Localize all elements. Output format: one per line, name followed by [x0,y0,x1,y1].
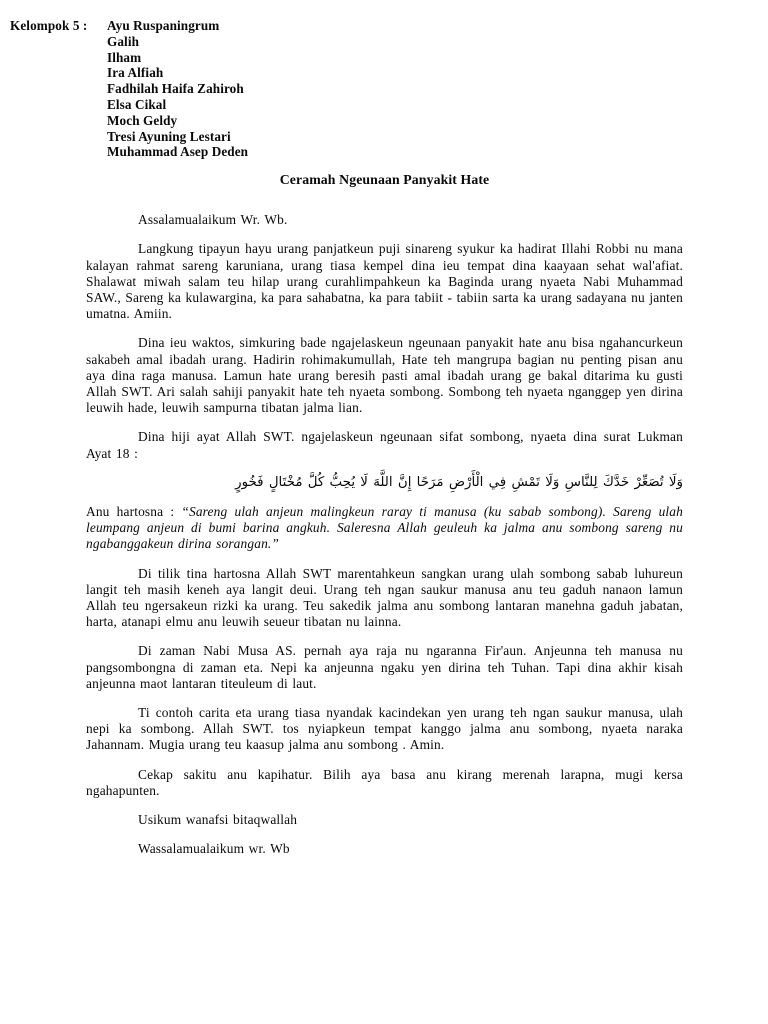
member-list [107,18,248,160]
greeting-line: Assalamualaikum Wr. Wb. [138,212,288,228]
group-header [0,0,768,160]
paragraph-conclusion: Ti contoh carita eta urang tiasa nyandak kacindekan yen urang teh ngan saukur manusa, ulah nepi ka sombong. Allah SWT. tos nyiapkeun tempat kanggo jalma anu sombong, nyaeta naraka Jahannam. Mugia urang teu kaasup jalma anu sombong . Amin. [86,705,683,753]
member-name: Tresi Ayuning Lestari [107,128,231,144]
paragraph-opening: Langkung tipayun hayu urang panjatkeun puji sinareng syukur ka hadirat Illahi Robbi nu mana kalayan rahmat sareng karuniana, urang tiasa kempel dina ieu tempat dina kaayaan sehat wal'afiat. Shalawat miwah salam teu hilap urang curahlimpahkeun ka Baginda urang nyaeta Nabi Muhammad SAW., Sareng ka kulawargina, ka para sahabatna, ka para tabiit - tabiin sarta ka urang sadayana nu janten umatna. Amiin. [86,241,683,322]
arabic-verse: وَلَا تُصَعِّرْ خَدَّكَ لِلنَّاسِ وَلَا تَمْشِ فِي الْأَرْضِ مَرَحًا إِنَّ اللَّهَ لَا يُحِبُّ كُلَّ مُخْتَالٍ فَخُورٍ [235,474,683,490]
member-name: Ilham [107,49,142,65]
paragraph-explanation: Di tilik tina hartosna Allah SWT marentahkeun sangkan urang ulah sombong sabab luhureun langit teh masih keneh aya langit deui. Urang teh ngan saukur manusa anu teu gaduh nanaon lamun Allah teu ngersakeun rizki ka urang. Teu sakedik jalma anu sombong lantaran manehna gaduh jabatan, harta, atanapi elmu anu leuwih seueur tibatan nu lainna. [86,565,683,630]
member-name: Muhammad Asep Deden [107,144,249,160]
translation-quote: “Sareng ulah anjeun malingkeun raray ti manusa (ku sabab sombong). Sareng ulah leumpang anjeun di bumi barina angkuh. Saleresna Allah geuleuh ka jalma anu sombong sareng nu ngabanggakeun dirina sorangan.” [86,504,683,552]
paragraph-closing: Cekap sakitu anu kapihatur. Bilih aya basa anu kirang merenah larapna, mugi kersa ngahapunten. [86,766,683,798]
member-name: Galih [107,33,140,49]
member-name: Ira Alfiah [107,65,164,81]
paragraph-topic: Dina ieu waktos, simkuring bade ngajelaskeun ngeunaan panyakit hate anu bisa ngahancurkeun sakabeh amal ibadah urang. Hadirin rohimakumullah, Hate teh mangrupa bagian nu penting pisan anu aya dina raga manusa. Lamun hate urang beresih pasti amal ibadah urang ge bakal ditarima ku gusti Allah SWT. Ari salah sahiji panyakit hate teh nyaeta sombong. Sombong teh nyaeta nganggep yen dirina leuwih hade, leuwih sampurna tibatan jalma lian. [86,335,683,416]
usikum-line: Usikum wanafsi bitaqwallah [138,812,298,828]
paragraph-firaun: Di zaman Nabi Musa AS. pernah aya raja nu ngaranna Fir'aun. Anjeunna teh manusa nu pangsombongna di zaman eta. Nepi ka anjeunna ngaku yen dirina teh Tuhan. Tapi dina akhir kisah anjeunna maot lantaran titeuleum di laut. [86,643,683,691]
document-body [86,212,683,857]
document-title: Ceramah Ngeunaan Panyakit Hate [279,172,490,188]
member-name: Fadhilah Haifa Zahiroh [107,81,244,97]
member-name: Elsa Cikal [107,96,167,112]
wassalam-line: Wassalamualaikum wr. Wb [138,841,290,857]
member-name: Ayu Ruspaningrum [107,18,220,33]
paragraph-translation [86,504,683,553]
paragraph-ayat-intro: Dina hiji ayat Allah SWT. ngajelaskeun ngeunaan sifat sombong, nyaeta dina surat Lukman Ayat 18 : [86,429,683,461]
member-name: Moch Geldy [107,112,178,128]
group-label: Kelompok 5 : [10,18,88,33]
translation-label: Anu hartosna : [86,504,182,520]
